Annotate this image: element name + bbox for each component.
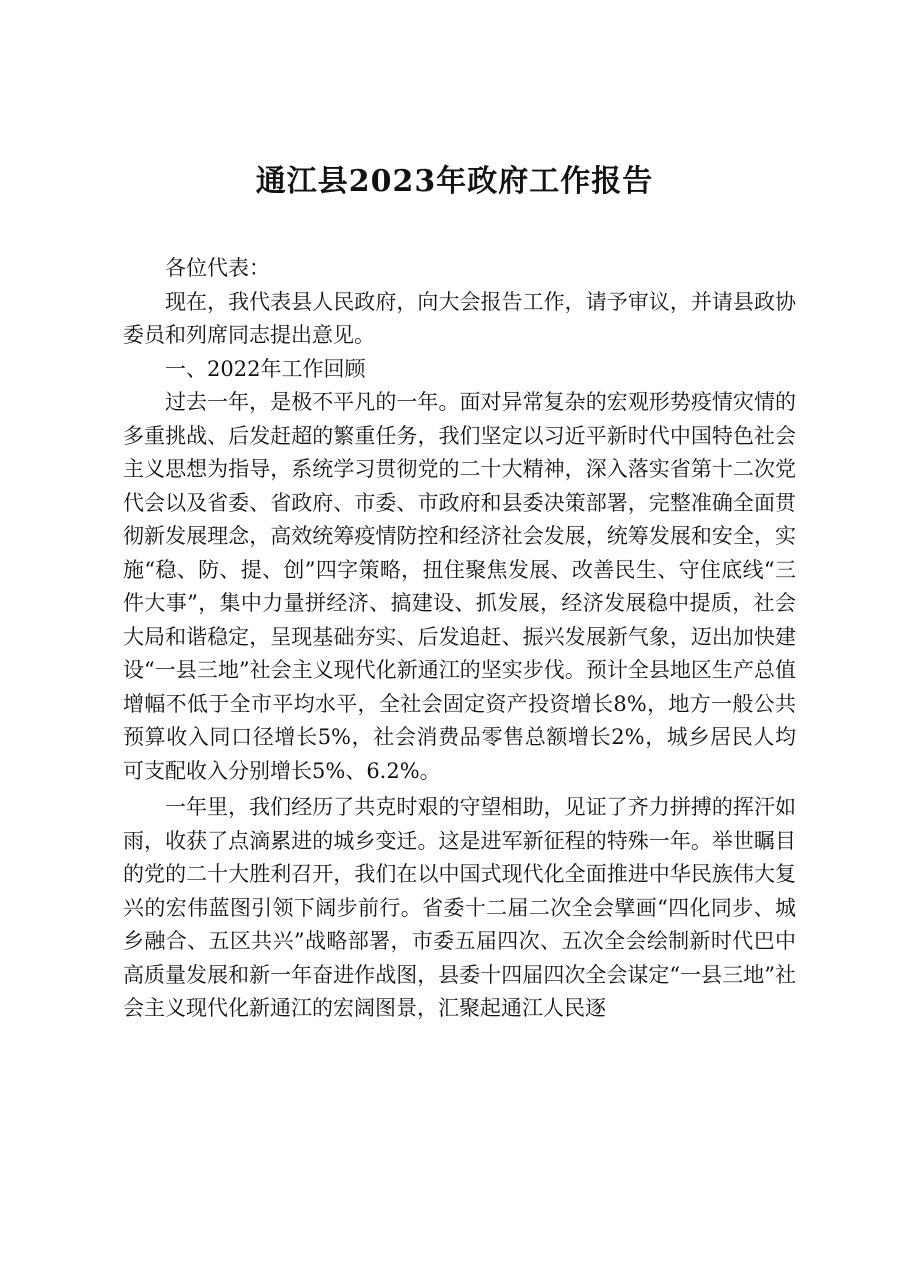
document-body (123, 252, 796, 1026)
year-summary-paragraph: 一年里，我们经历了共克时艰的守望相助，见证了齐力拼搏的挥汗如雨，收获了点滴累进的城乡变迁。这是进军新征程的特殊一年。举世瞩目的党的二十大胜利召开，我们在以中国式现代化全面推进中华民族伟大复兴的宏伟蓝图引领下阔步前行。省委十二届二次全会擘画“四化同步、城乡融合、五区共兴”战略部署，市委五届四次、五次全会绘制新时代巴中高质量发展和新一年奋进作战图，县委十四届四次全会谋定“一县三地”社会主义现代化新通江的宏阔图景，汇聚起通江人民逐 (123, 795, 796, 1020)
intro-paragraph: 现在，我代表县人民政府，向大会报告工作，请予审议，并请县政协委员和列席同志提出意见。 (123, 289, 796, 347)
document-title: 通江县2023年政府工作报告 (255, 164, 654, 199)
salutation-paragraph: 各位代表： (165, 256, 270, 280)
review-paragraph: 过去一年，是极不平凡的一年。面对异常复杂的宏观形势疫情灾情的多重挑战、后发赶超的繁重任务，我们坚定以习近平新时代中国特色社会主义思想为指导，系统学习贯彻党的二十大精神，深入落实省第十二次党代会以及省委、省政府、市委、市政府和县委决策部署，完整准确全面贯彻新发展理念，高效统筹疫情防控和经济社会发展，统筹发展和安全，实施“稳、防、提、创”四字策略，扭住聚焦发展、改善民生、守住底线“三件大事”，集中力量拼经济、搞建设、抓发展，经济发展稳中提质，社会大局和谐稳定，呈现基础夯实、后发追赶、振兴发展新气象，迈出加快建设“一县三地”社会主义现代化新通江的坚实步伐。预计全县地区生产总值增幅不低于全市平均水平，全社会固定资产投资增长8%，地方一般公共预算收入同口径增长5%，社会消费品零售总额增长2%，城乡居民人均可支配收入分别增长5%、6.2%。 (123, 390, 796, 783)
section-heading: 一、2022年工作回顾 (165, 356, 366, 381)
